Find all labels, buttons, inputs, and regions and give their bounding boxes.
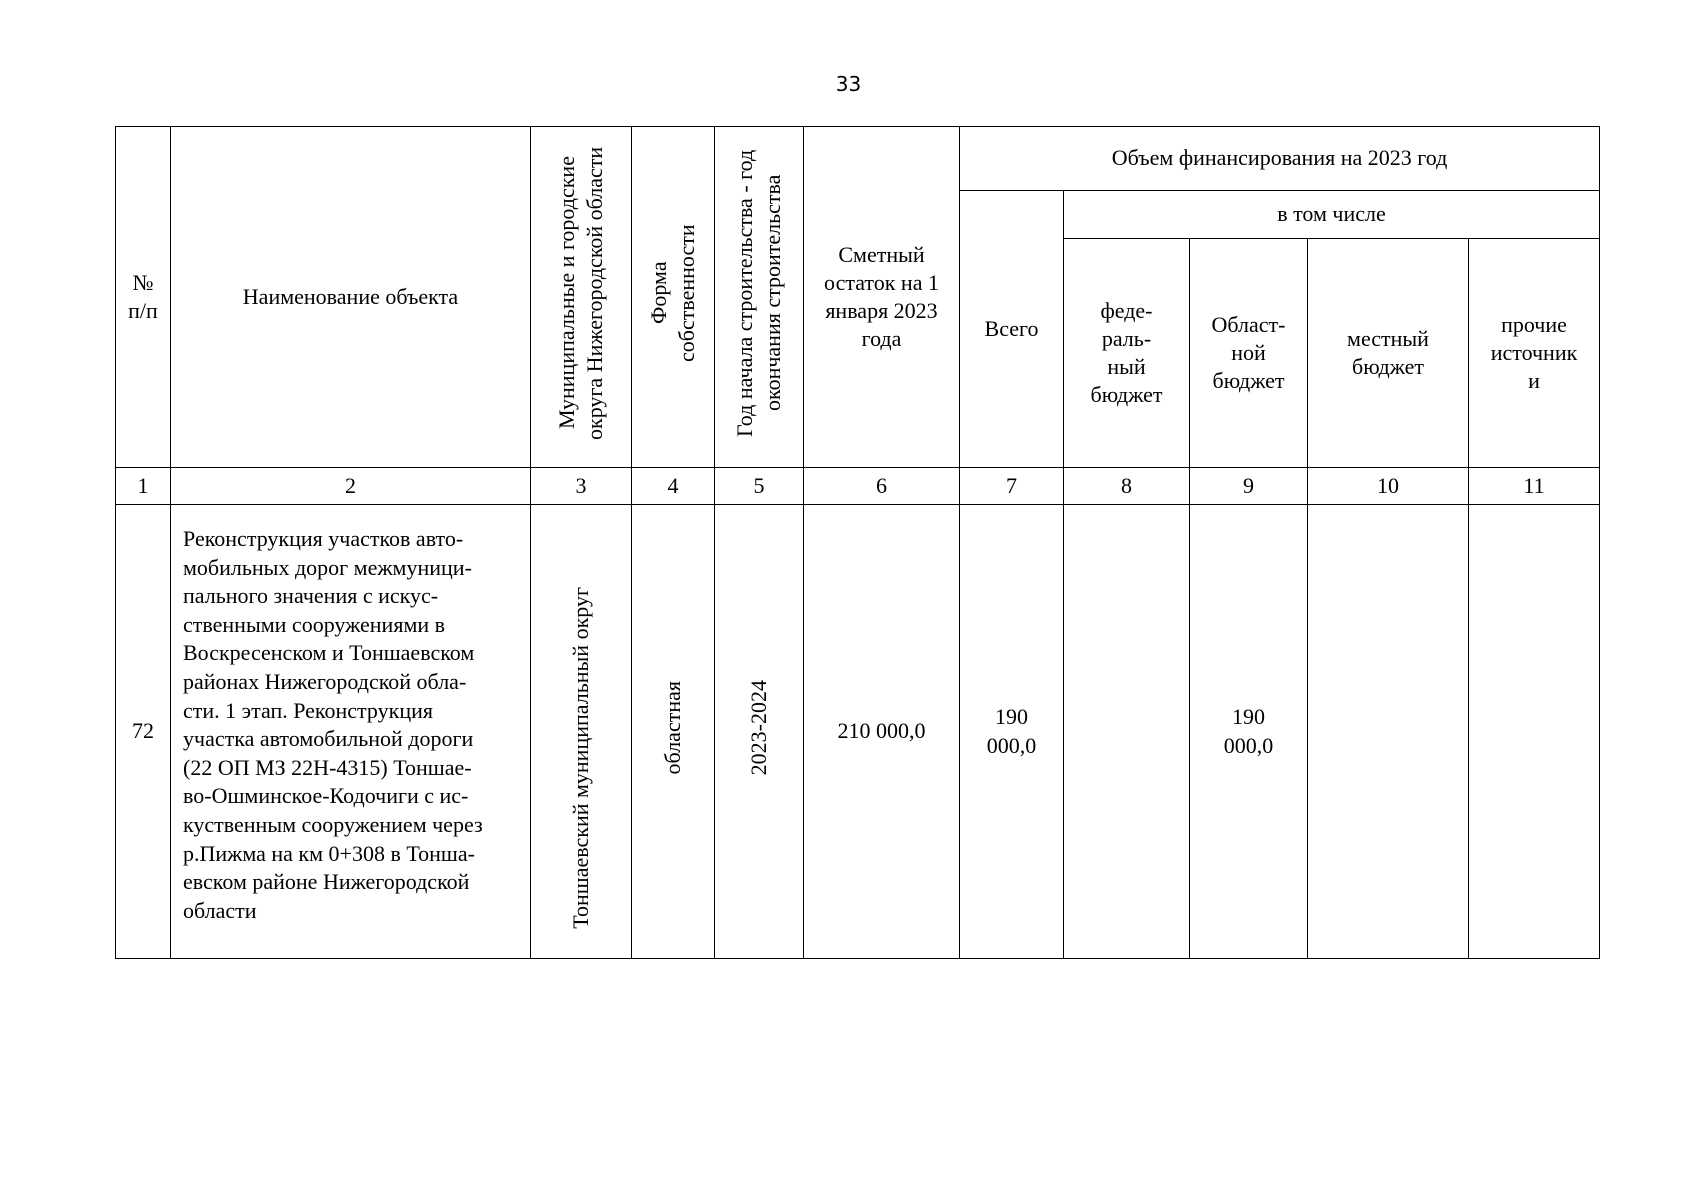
row-number: 72 xyxy=(116,505,171,959)
header-ownership: Форма собственности xyxy=(632,127,715,468)
header-construction-years: Год начала строительства - год окончания строительства xyxy=(715,127,804,468)
header-including: в том числе xyxy=(1064,191,1600,239)
remaining-estimate: 210 000,0 xyxy=(804,505,960,959)
column-number: 10 xyxy=(1308,468,1469,505)
header-remaining-estimate: Сметный остаток на 1 января 2023 года xyxy=(804,127,960,468)
federal-budget xyxy=(1064,505,1190,959)
object-name: Реконструкция участков авто- мобильных дорог межмуници- пального значения с искус- ственными сооружениями в Воскресенском и Тоншаевском районах Нижегородской обла- сти. 1 этап. Реконструкция участка автомобильной дороги (22 ОП МЗ 22Н-4315) Тоншае- во-Ошминское-Кодочиги с ис- куственным сооружением через р.Пижма на км 0+308 в Тонша- евском районе Нижегородской области xyxy=(171,505,531,959)
column-numbers-row xyxy=(116,468,1600,505)
other-sources xyxy=(1469,505,1600,959)
header-district: Муниципальные и городские округа Нижегородской области xyxy=(531,127,632,468)
regional-budget: 190 000,0 xyxy=(1190,505,1308,959)
header-other-sources: прочие источник и xyxy=(1469,239,1600,468)
column-number: 6 xyxy=(804,468,960,505)
page-number: 33 xyxy=(835,72,862,96)
column-number: 1 xyxy=(116,468,171,505)
construction-years: 2023-2024 xyxy=(715,505,804,959)
column-number: 7 xyxy=(960,468,1064,505)
column-number: 2 xyxy=(171,468,531,505)
header-total: Всего xyxy=(960,191,1064,468)
header-funding-title: Объем финансирования на 2023 год xyxy=(960,127,1600,191)
district: Тоншаевский муниципальный округ xyxy=(531,505,632,959)
column-number: 9 xyxy=(1190,468,1308,505)
column-number: 3 xyxy=(531,468,632,505)
financing-table xyxy=(115,126,1600,959)
column-number: 8 xyxy=(1064,468,1190,505)
column-number: 11 xyxy=(1469,468,1600,505)
column-number: 5 xyxy=(715,468,804,505)
ownership: областная xyxy=(632,505,715,959)
local-budget xyxy=(1308,505,1469,959)
header-object-name: Наименование объекта xyxy=(171,127,531,468)
header-regional-budget: Област- ной бюджет xyxy=(1190,239,1308,468)
header-federal-budget: феде- раль- ный бюджет xyxy=(1064,239,1190,468)
header-number: № п/п xyxy=(116,127,171,468)
total-funding: 190 000,0 xyxy=(960,505,1064,959)
header-local-budget: местный бюджет xyxy=(1308,239,1469,468)
column-number: 4 xyxy=(632,468,715,505)
table-row xyxy=(116,505,1600,959)
